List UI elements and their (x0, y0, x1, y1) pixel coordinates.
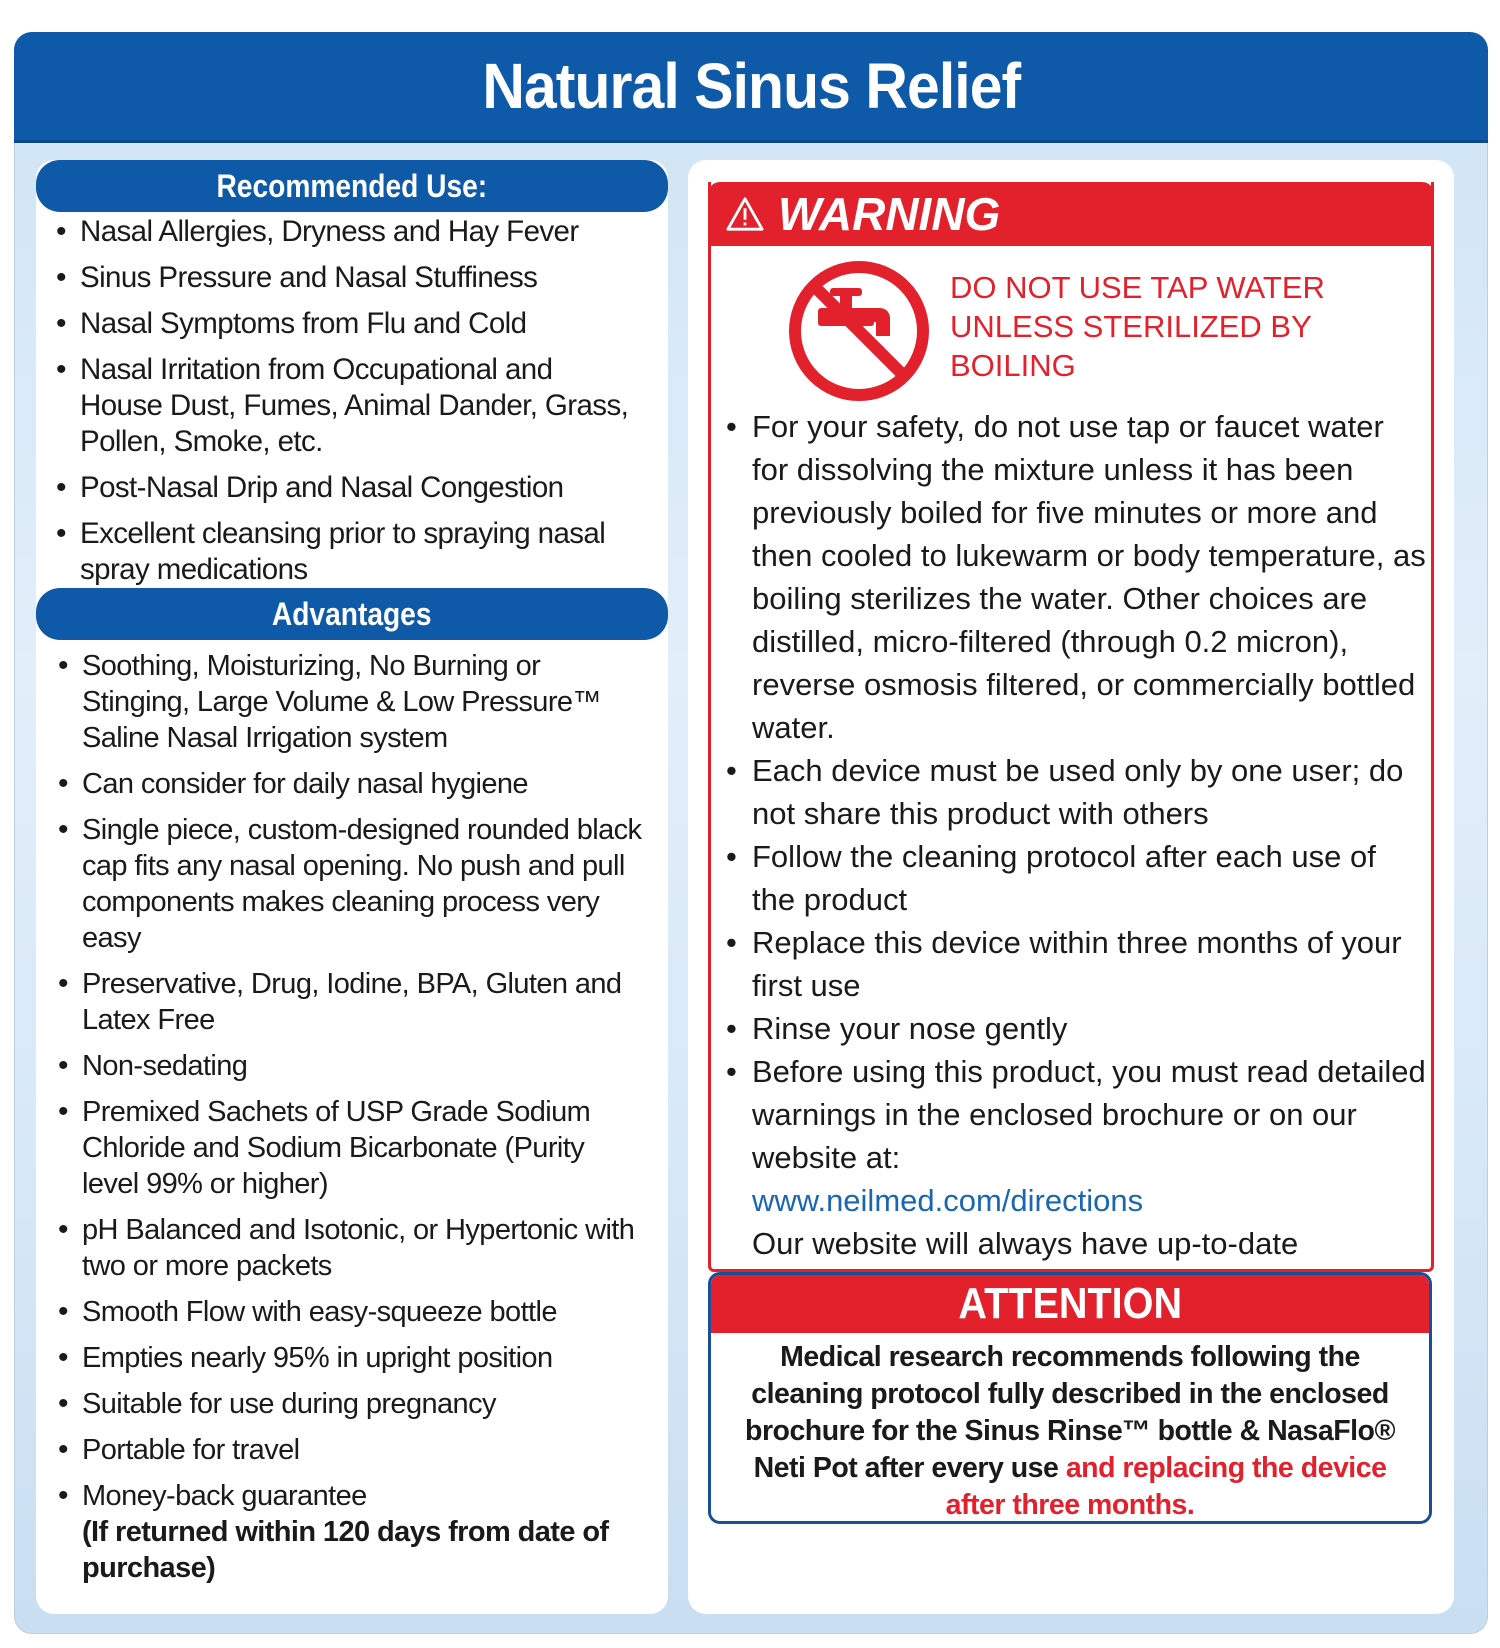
directions-link[interactable]: www.neilmed.com/directions (752, 1183, 1144, 1218)
attention-text: Medical research recommends following the cleaning protocol fully described in the enclosed brochure for the Sinus Rinse™ bottle & NasaFlo® Neti Pot after every use (745, 1341, 1395, 1484)
list-item: • For your safety, do not use tap or faucet water for dissolving the mixture unless it has been previously boiled for five minutes or more and then cooled to lukewarm or body temperature, as boiling sterilizes the water. Other choices are distilled, micro-filtered (through 0.2 micron), reverse osmosis filtered, or commercially bottled water. (726, 405, 1426, 749)
list-item: • Replace this device within three months of your first use (726, 921, 1426, 1007)
guarantee-label: Money-back guarantee (82, 1480, 367, 1512)
website-instruction: Before using this product, you must read detailed warnings in the enclosed brochure or on our website at: (752, 1054, 1426, 1175)
list-item: • Can consider for daily nasal hygiene (58, 766, 648, 802)
list-item: • Nasal Symptoms from Flu and Cold (56, 306, 636, 342)
list-item: • Single piece, custom-designed rounded black cap fits any nasal opening. No push and pull components makes cleaning process very easy (58, 812, 648, 956)
page-title: Natural Sinus Relief (482, 50, 1020, 122)
attention-heading: ATTENTION (958, 1279, 1182, 1328)
list-item: • Post-Nasal Drip and Nasal Congestion (56, 470, 636, 506)
list-item-website (726, 1050, 1426, 1308)
warning-triangle-icon (726, 196, 764, 232)
attention-box (708, 1272, 1432, 1524)
advantages-list (58, 648, 648, 1596)
advantages-header (36, 588, 668, 640)
website-note: Our website will always have up-to-date (752, 1226, 1299, 1261)
list-item: • Rinse your nose gently (726, 1007, 1426, 1050)
list-item: • Sinus Pressure and Nasal Stuffiness (56, 260, 636, 296)
list-item: • Excellent cleansing prior to spraying nasal spray medications (56, 516, 636, 588)
warning-heading: WARNING (778, 188, 1001, 240)
list-item: • Soothing, Moisturizing, No Burning or Stinging, Large Volume & Low Pressure™ Saline Nasal Irrigation system (58, 648, 648, 756)
list-item: • pH Balanced and Isotonic, or Hypertonic with two or more packets (58, 1212, 648, 1284)
recommended-use-heading: Recommended Use: (216, 167, 488, 204)
right-panel (688, 160, 1454, 1614)
list-item: • Suitable for use during pregnancy (58, 1386, 648, 1422)
list-item: • Nasal Allergies, Dryness and Hay Fever (56, 214, 636, 250)
warning-header (708, 182, 1434, 246)
left-panel (36, 160, 668, 1614)
list-item: • Empties nearly 95% in upright position (58, 1340, 648, 1376)
attention-text-red: and replacing the device after three months. (945, 1452, 1387, 1521)
list-item: • Portable for travel (58, 1432, 648, 1468)
warning-list (726, 405, 1426, 1308)
list-item: • Premixed Sachets of USP Grade Sodium Chloride and Sodium Bicarbonate (Purity level 99% or higher) (58, 1094, 648, 1202)
title-bar (14, 32, 1488, 143)
list-item: • Preservative, Drug, Iodine, BPA, Gluten and Latex Free (58, 966, 648, 1038)
list-item: • Smooth Flow with easy-squeeze bottle (58, 1294, 648, 1330)
advantages-heading: Advantages (272, 595, 432, 632)
list-item-guarantee (58, 1478, 648, 1586)
recommended-use-header (36, 160, 668, 212)
recommended-use-list (56, 214, 636, 598)
list-item: • Non-sedating (58, 1048, 648, 1084)
list-item: • Each device must be used only by one user; do not share this product with others (726, 749, 1426, 835)
attention-header (711, 1275, 1429, 1333)
tap-water-warning: DO NOT USE TAP WATER UNLESS STERILIZED BY BOILING (950, 270, 1325, 383)
attention-body (711, 1333, 1429, 1524)
list-item: • Nasal Irritation from Occupational and House Dust, Fumes, Animal Dander, Grass, Pollen, Smoke, etc. (56, 352, 636, 460)
list-item: • Follow the cleaning protocol after each use of the product (726, 835, 1426, 921)
no-tap-water-icon (788, 260, 930, 402)
guarantee-note: (If returned within 120 days from date of purchase) (82, 1516, 609, 1584)
